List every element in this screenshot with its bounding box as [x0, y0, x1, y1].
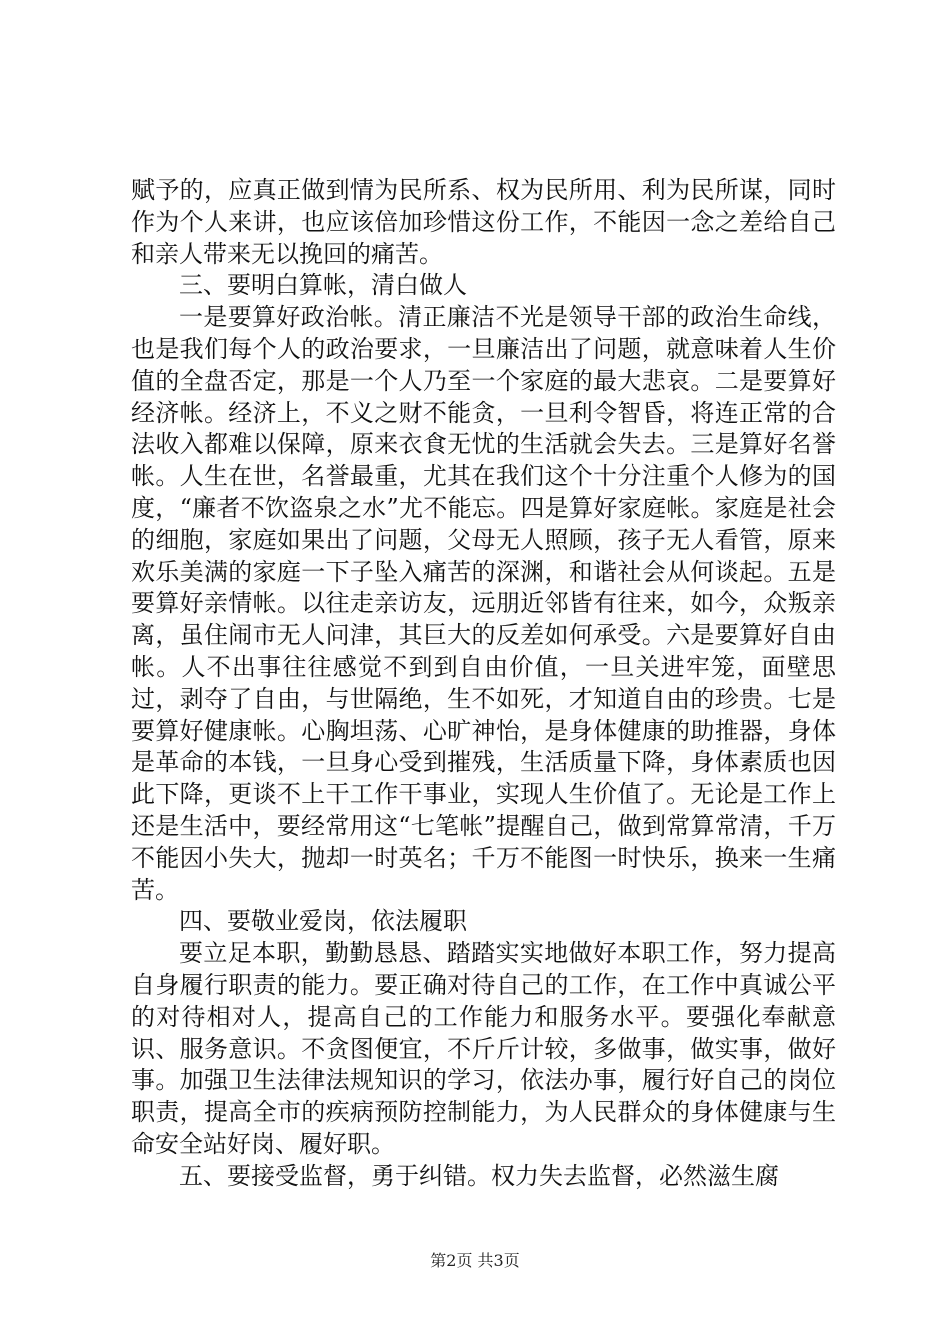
document-body [131, 175, 836, 1193]
page-number-footer: 第2页 共3页 [430, 1251, 520, 1270]
paragraph-seven-accounts: 一是要算好政治帐。清正廉洁不光是领导干部的政治生命线，也是我们每个人的政治要求，一旦廉洁出了问题，就意味着人生价值的全盘否定，那是一个人乃至一个家庭的最大悲哀。二是要算好经济帐。经济上，不义之财不能贪，一旦利令智昏，将连正常的合法收入都难以保障，原来衣食无忧的生活就会失去。三是算好名誉帐。人生在世，名誉最重，尤其在我们这个十分注重个人修为的国度，“廉者不饮盗泉之水”尤不能忘。四是算好家庭帐。家庭是社会的细胞，家庭如果出了问题，父母无人照顾，孩子无人看管，原来欢乐美满的家庭一下子坠入痛苦的深渊，和谐社会从何谈起。五是要算好亲情帐。以往走亲访友，远朋近邻皆有往来，如今，众叛亲离，虽住闹市无人问津，其巨大的反差如何承受。六是要算好自由帐。人不出事往往感觉不到到自由价值，一旦关进牢笼，面壁思过，剥夺了自由，与世隔绝，生不如死，才知道自由的珍贵。七是要算好健康帐。心胸坦荡、心旷神怡，是身体健康的助推器，身体是革命的本钱，一旦身心受到摧残，生活质量下降，身体素质也因此下降，更谈不上干工作干事业，实现人生价值了。无论是工作上还是生活中，要经常用这“七笔帐”提醒自己，做到常算常清，千万不能因小失大，抛却一时英名；千万不能图一时快乐，换来一生痛苦。 [131, 303, 836, 904]
paragraph-dedication: 要立足本职，勤勤恳恳、踏踏实实地做好本职工作，努力提高自身履行职责的能力。要正确对待自己的工作，在工作中真诚公平的对待相对人，提高自己的工作能力和服务水平。要强化奉献意识、服务意识。不贪图便宜，不斤斤计较，多做事，做实事，做好事。加强卫生法律法规知识的学习，依法办事，履行好自己的岗位职责，提高全市的疾病预防控制能力，为人民群众的身体健康与生命安全站好岗、履好职。 [131, 939, 836, 1158]
section-heading-5: 五、要接受监督，勇于纠错。权力失去监督，必然滋生腐 [179, 1161, 779, 1190]
paragraph-continuation: 赋予的，应真正做到情为民所系、权为民所用、利为民所谋，同时作为个人来讲，也应该倍加珍惜这份工作，不能因一念之差给自己和亲人带来无以挽回的痛苦。 [131, 176, 836, 268]
section-heading-4: 四、要敬业爱岗，依法履职 [179, 907, 467, 936]
section-heading-3: 三、要明白算帐，清白做人 [179, 271, 467, 300]
